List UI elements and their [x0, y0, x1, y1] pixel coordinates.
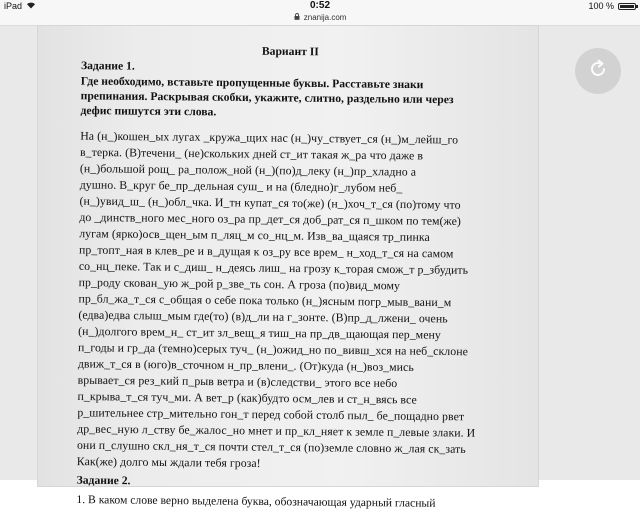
- status-right: [588, 1, 636, 11]
- text-line: п_годы и гр_да (темно)серых туч_ (н_)ожид_но по_вивш_хся на неб_склоне: [77, 341, 468, 359]
- text-line: п_крыва_т_ся туч_ми. А вет_р (как)будто осм_лев и ст_н_вясь все: [77, 389, 417, 407]
- text-line: пр_бл_жа_т_ся с_общая о себе пока только (н_)ясным погр_мыв_вани_м: [78, 292, 452, 310]
- worksheet-photo: [38, 26, 538, 510]
- text-line: пр_роду скован_ую ж_рой р_зве_ть сон. А гроза (по)вид_мому: [78, 275, 401, 293]
- text-line: р_шительнее стр_мительно гон_т перед собой столб пыл_ бе_пощадно рвет: [77, 406, 465, 424]
- text-line: (н_)большой рощ_ ра_полож_ной (н_)(по)д_леку (н_)пр_хладно а: [79, 162, 417, 179]
- text-line: душно. В_круг бе_пр_дельная суш_ и на (бледно)г_лубом неб_: [79, 178, 403, 195]
- instruction-line: Где необходимо, вставьте пропущенные буквы. Расставьте знаки: [80, 75, 424, 92]
- page-viewport[interactable]: [0, 26, 640, 510]
- task1-text: [77, 128, 546, 475]
- battery-text: 100 %: [588, 1, 614, 11]
- battery-icon: [618, 3, 636, 10]
- text-line: движ_т_ся в (юго)в_сточном н_пр_влени_. (От)куда (н_)воз_мись: [77, 357, 414, 375]
- text-line: Как(же) долго мы ждали тебя гроза!: [76, 455, 261, 471]
- refresh-button[interactable]: [575, 48, 621, 94]
- status-bar: [0, 0, 640, 13]
- task2-title: Задание 2.: [76, 474, 131, 488]
- task2-question: 1. В каком слове верно выделена буква, обозначающая ударный гласный: [76, 493, 436, 510]
- task1-instruction: [80, 75, 499, 124]
- text-line: др_вес_ную л_ству бе_жалос_но мнет и пр_кл_няет к земле п_левые злаки. И: [77, 422, 476, 440]
- refresh-icon: [587, 58, 609, 85]
- url-text[interactable]: znanija.com: [303, 13, 347, 22]
- device-label: iPad: [4, 1, 23, 11]
- instruction-line: дефис пишутся эти слова.: [80, 104, 217, 119]
- worksheet: [33, 26, 546, 512]
- lock-icon: [294, 13, 300, 22]
- instruction-line: препинания. Раскрывая скобки, укажите, слитно, раздельно или через: [80, 90, 454, 107]
- text-line: со_нц_пеке. Так и с_диш_ н_деясь лиш_ на грозу к_торая смож_т р_збудить: [78, 259, 469, 277]
- text-line: врывает_ся рез_кий п_рыв ветра и (в)следстви_ этого все небо: [77, 373, 398, 391]
- text-line: они п_слушно скл_ня_т_ся почти стел_т_ся (по)земле словно ж_лая ск_зать: [76, 438, 466, 456]
- text-line: в_терка. (В)течени_ (не)скольких дней ст_ит такая ж_ра что даже в: [80, 145, 424, 163]
- battery-fill: [620, 5, 634, 8]
- text-line: (едва)едва слыш_мым где(то) (в)д_ли на г_зонте. (В)пр_д_лжени_ очень: [78, 308, 448, 326]
- text-line: (н_)увид_ш_ (н_)обл_чка. И_тн купат_ся то(же) (н_)хоч_т_ся (по)тому что: [79, 194, 461, 212]
- text-line: лугам (ярко)осв_щен_ым п_ляц_м со_нц_м. Изв_ва_щаяся тр_пинка: [79, 227, 430, 245]
- text-line: (н_)долгого врем_н_ ст_ит зл_вещ_я тиш_на пр_дв_щающая пер_мену: [78, 324, 441, 342]
- task1-title: Задание 1.: [80, 59, 135, 73]
- status-time: 0:52: [309, 0, 330, 11]
- text-line: до _динств_ного мес_ного оз_ра пр_дет_ся доб_рат_ся п_шком по тем(же): [79, 210, 461, 229]
- address-bar[interactable]: [0, 13, 640, 26]
- text-line: пр_топт_ная в клев_ре и в_дущая к оз_ру все врем_ н_ход_т_ся на самом: [78, 243, 454, 261]
- variant-title: Вариант II: [261, 45, 319, 59]
- text-line: На (н_)кошен_ых лугах _кружа_щих нас (н_)чу_ствует_ся (н_)м_лейш_го: [80, 129, 459, 147]
